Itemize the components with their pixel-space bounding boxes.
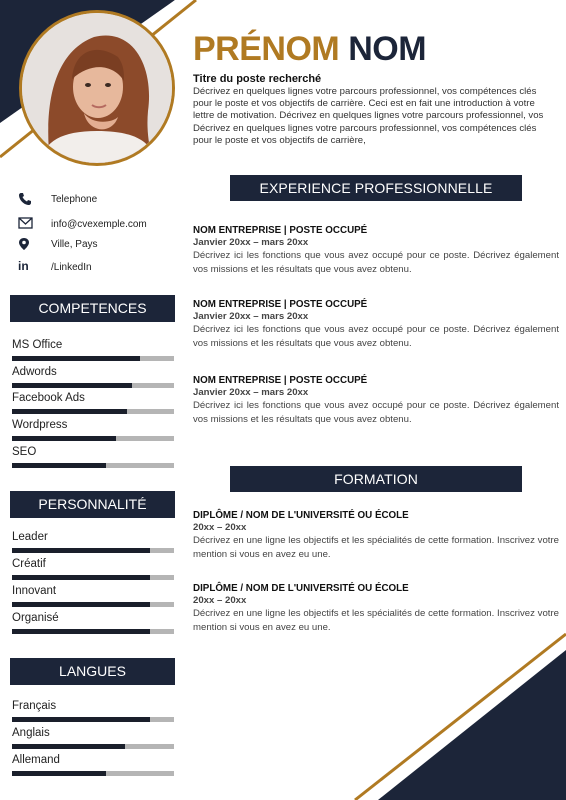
- language-label: Allemand: [12, 754, 60, 766]
- trait-creatif: [12, 558, 174, 572]
- skill-bar-fill: [12, 463, 106, 468]
- skill-label: Facebook Ads: [12, 392, 85, 404]
- competences-header: COMPETENCES: [10, 295, 175, 322]
- trait-bar-fill: [12, 629, 150, 634]
- formation-title: DIPLÔME / NOM DE L'UNIVERSITÉ OU ÉCOLE: [193, 510, 409, 521]
- skill-label: Wordpress: [12, 419, 68, 431]
- skill-bar: [12, 409, 174, 414]
- trait-bar-fill: [12, 575, 150, 580]
- formation-description: Décrivez en une ligne les objectifs et les spécialités de cette formation. Inscrivez votre mention si vous en avez eu une.: [193, 535, 559, 560]
- trait-label: Créatif: [12, 558, 46, 570]
- personnalite-header: PERSONNALITÉ: [10, 491, 175, 518]
- experience-date: Janvier 20xx – mars 20xx: [193, 311, 309, 322]
- experience-header: EXPERIENCE PROFESSIONNELLE: [230, 175, 522, 201]
- skill-bar-fill: [12, 383, 132, 388]
- skill-seo: [12, 446, 174, 460]
- skill-ms-office: [12, 339, 174, 353]
- skill-label: Adwords: [12, 366, 57, 378]
- formation-date: 20xx – 20xx: [193, 522, 247, 533]
- candidate-name: [193, 30, 426, 69]
- trait-label: Innovant: [12, 585, 57, 597]
- trait-bar: [12, 575, 174, 580]
- linkedin-icon: in: [18, 259, 29, 273]
- skill-label: MS Office: [12, 339, 63, 351]
- skill-bar: [12, 356, 174, 361]
- skill-adwords: [12, 366, 174, 380]
- language-francais: [12, 700, 174, 714]
- language-label: Anglais: [12, 727, 50, 739]
- experience-entry: [193, 299, 559, 350]
- experience-title: NOM ENTREPRISE | POSTE OCCUPÉ: [193, 299, 368, 310]
- experience-date: Janvier 20xx – mars 20xx: [193, 237, 309, 248]
- trait-bar: [12, 602, 174, 607]
- skill-label: SEO: [12, 446, 37, 458]
- skill-bar-fill: [12, 356, 140, 361]
- trait-organise: [12, 612, 174, 626]
- formation-header: FORMATION: [230, 466, 522, 492]
- portrait-illustration: [22, 13, 172, 163]
- experience-title: NOM ENTREPRISE | POSTE OCCUPÉ: [193, 375, 368, 386]
- contact-email-text[interactable]: info@cvexemple.com: [51, 219, 147, 230]
- language-anglais: [12, 727, 174, 741]
- experience-description: Décrivez ici les fonctions que vous avez occupé pour ce poste. Décrivez également vos missions et les résultats que vous avez obtenu.: [193, 324, 559, 349]
- experience-description: Décrivez ici les fonctions que vous avez occupé pour ce poste. Décrivez également vos missions et les résultats que vous avez obtenu.: [193, 400, 559, 425]
- language-bar: [12, 717, 174, 722]
- phone-icon: [18, 192, 34, 206]
- trait-leader: [12, 531, 174, 545]
- skill-bar-fill: [12, 436, 116, 441]
- formation-title: DIPLÔME / NOM DE L'UNIVERSITÉ OU ÉCOLE: [193, 583, 409, 594]
- trait-bar-fill: [12, 548, 150, 553]
- contact-location-text: Ville, Pays: [51, 239, 98, 250]
- experience-entry: [193, 225, 559, 276]
- language-bar: [12, 771, 174, 776]
- formation-entry: [193, 583, 559, 634]
- job-title: Titre du poste recherché: [193, 73, 322, 85]
- formation-entry: [193, 510, 559, 561]
- last-name: NOM: [348, 30, 427, 68]
- formation-description: Décrivez en une ligne les objectifs et les spécialités de cette formation. Inscrivez votre mention si vous en avez eu une.: [193, 608, 559, 633]
- trait-innovant: [12, 585, 174, 599]
- trait-bar: [12, 629, 174, 634]
- language-bar-fill: [12, 771, 106, 776]
- trait-label: Organisé: [12, 612, 59, 624]
- language-bar-fill: [12, 744, 125, 749]
- langues-header: LANGUES: [10, 658, 175, 685]
- formation-date: 20xx – 20xx: [193, 595, 247, 606]
- skill-bar-fill: [12, 409, 127, 414]
- profile-summary: Décrivez en quelques lignes votre parcours professionnel, vos compétences clés pour le poste et vos objectifs de carrière. Ceci est en fait une introduction à votre lettre de motivation. Décrivez en quelques lignes votre parcours professionnel, vos Décrivez en quelques lignes votre parcours professionnel, vos compétences clés pour le poste et vos objectifs de carrière,: [193, 86, 544, 146]
- language-allemand: [12, 754, 174, 768]
- skill-facebook-ads: [12, 392, 174, 406]
- trait-bar-fill: [12, 602, 150, 607]
- location-pin-icon: [18, 237, 34, 251]
- language-bar: [12, 744, 174, 749]
- trait-bar: [12, 548, 174, 553]
- first-name: PRÉNOM: [193, 30, 340, 68]
- trait-label: Leader: [12, 531, 48, 543]
- experience-title: NOM ENTREPRISE | POSTE OCCUPÉ: [193, 225, 368, 236]
- skill-wordpress: [12, 419, 174, 433]
- experience-entry: [193, 375, 559, 426]
- experience-date: Janvier 20xx – mars 20xx: [193, 387, 309, 398]
- language-bar-fill: [12, 717, 150, 722]
- skill-bar: [12, 436, 174, 441]
- contact-linkedin-text[interactable]: /LinkedIn: [51, 262, 92, 273]
- envelope-icon: [18, 217, 34, 231]
- contact-phone-text: Telephone: [51, 194, 98, 205]
- language-label: Français: [12, 700, 57, 712]
- skill-bar: [12, 463, 174, 468]
- experience-description: Décrivez ici les fonctions que vous avez occupé pour ce poste. Décrivez également vos missions et les résultats que vous avez obtenu.: [193, 250, 559, 275]
- skill-bar: [12, 383, 174, 388]
- profile-photo: [19, 10, 175, 166]
